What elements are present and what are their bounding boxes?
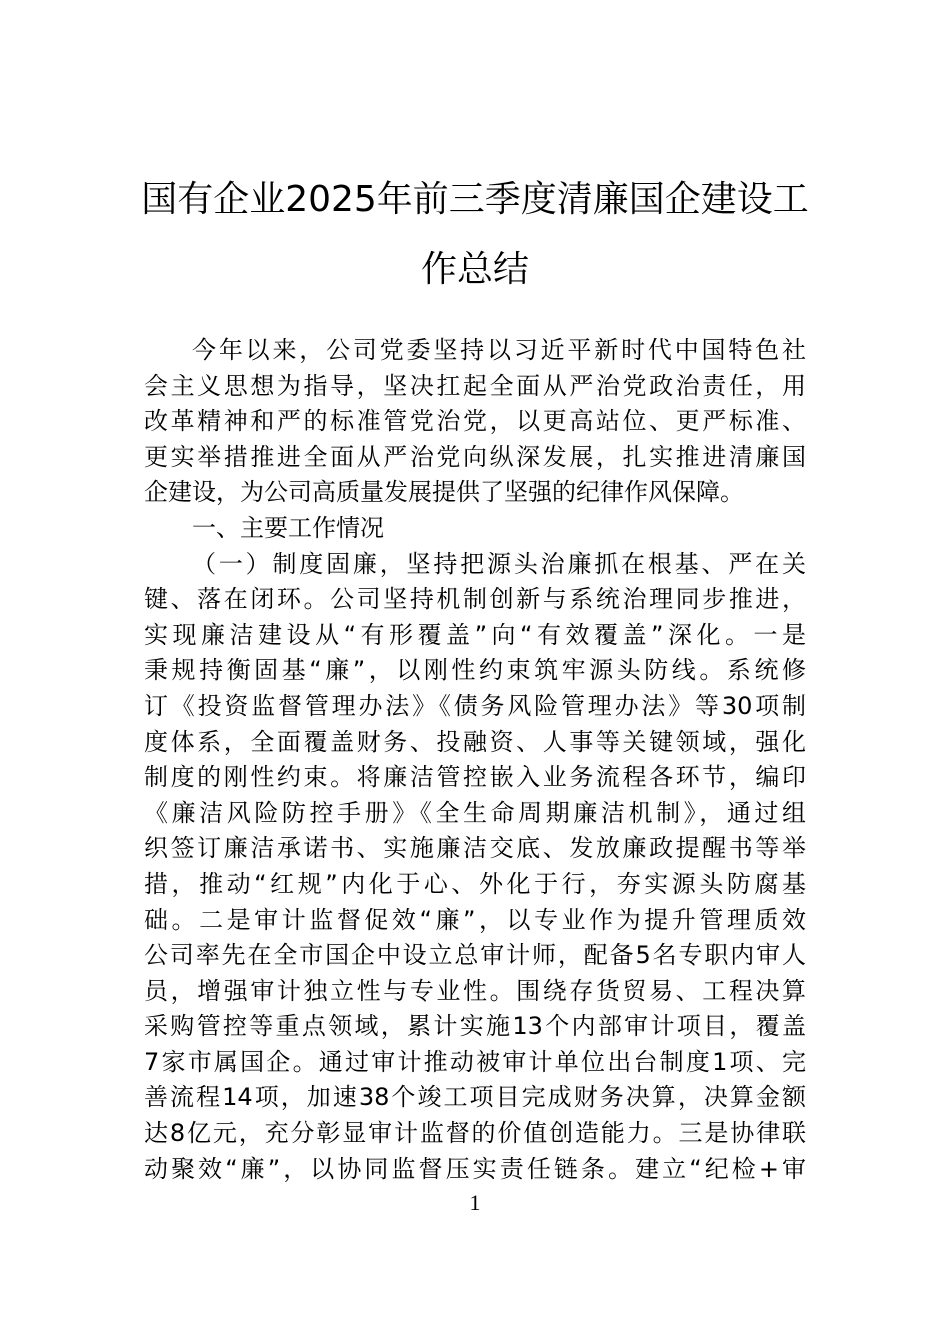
paragraph-line: 织签订廉洁承诺书、实施廉洁交底、发放廉政提醒书等举 [144,834,806,863]
paragraph-line: 7家市属国企。通过审计推动被审计单位出台制度1项、完 [144,1047,806,1076]
title-line-1: 国有企业2025年前三季度清廉国企建设工 [141,179,809,220]
paragraph-intro-line: 企建设，为公司高质量发展提供了坚强的纪律作风保障。 [144,478,744,507]
paragraph-line: 措，推动“红规”内化于心、外化于行，夯实源头防腐基 [144,869,806,898]
section-heading: 一、主要工作情况 [192,513,384,542]
paragraph-line: 达8亿元，充分彰显审计监督的价值创造能力。三是协律联 [144,1119,806,1148]
paragraph-line: 动聚效“廉”，以协同监督压实责任链条。建立“纪检+审 [144,1154,806,1183]
document-title [130,165,820,305]
title-line-2: 作总结 [420,249,529,290]
paragraph-line: 员，增强审计独立性与专业性。围绕存货贸易、工程决算 [144,976,806,1005]
paragraph-intro-line: 今年以来，公司党委坚持以习近平新时代中国特色社 [192,336,806,364]
paragraph-line: 善流程14项，加速38个竣工项目完成财务决算，决算金额 [144,1083,806,1112]
paragraph-line: 度体系，全面覆盖财务、投融资、人事等关键领域，强化 [144,727,806,756]
paragraph-intro-line: 会主义思想为指导，坚决扛起全面从严治党政治责任，用 [144,371,806,400]
paragraph-line: 《廉洁风险防控手册》《全生命周期廉洁机制》，通过组 [144,798,806,827]
paragraph-intro-line: 更实举措推进全面从严治党向纵深发展，扎实推进清廉国 [144,442,806,471]
paragraph-line: 订《投资监督管理办法》《债务风险管理办法》等30项制 [144,691,806,720]
document-body [144,333,806,1187]
paragraph-intro-line: 改革精神和严的标准管党治党，以更高站位、更严标准、 [144,407,806,436]
paragraph-line: （一）制度固廉，坚持把源头治廉抓在根基、严在关 [192,549,806,578]
paragraph-line: 秉规持衡固基“廉”，以刚性约束筑牢源头防线。系统修 [144,656,806,685]
paragraph-line: 采购管控等重点领域，累计实施13个内部审计项目，覆盖 [144,1012,806,1041]
paragraph-line: 公司率先在全市国企中设立总审计师，配备5名专职内审人 [144,941,806,970]
paragraph-line: 制度的刚性约束。将廉洁管控嵌入业务流程各环节，编印 [144,763,806,792]
paragraph-line: 键、落在闭环。公司坚持机制创新与系统治理同步推进， [144,585,806,614]
paragraph-line: 础。二是审计监督促效“廉”，以专业作为提升管理质效 [144,905,806,934]
page-number: 1 [469,1190,481,1215]
paragraph-line: 实现廉洁建设从“有形覆盖”向“有效覆盖”深化。一是 [144,620,806,649]
